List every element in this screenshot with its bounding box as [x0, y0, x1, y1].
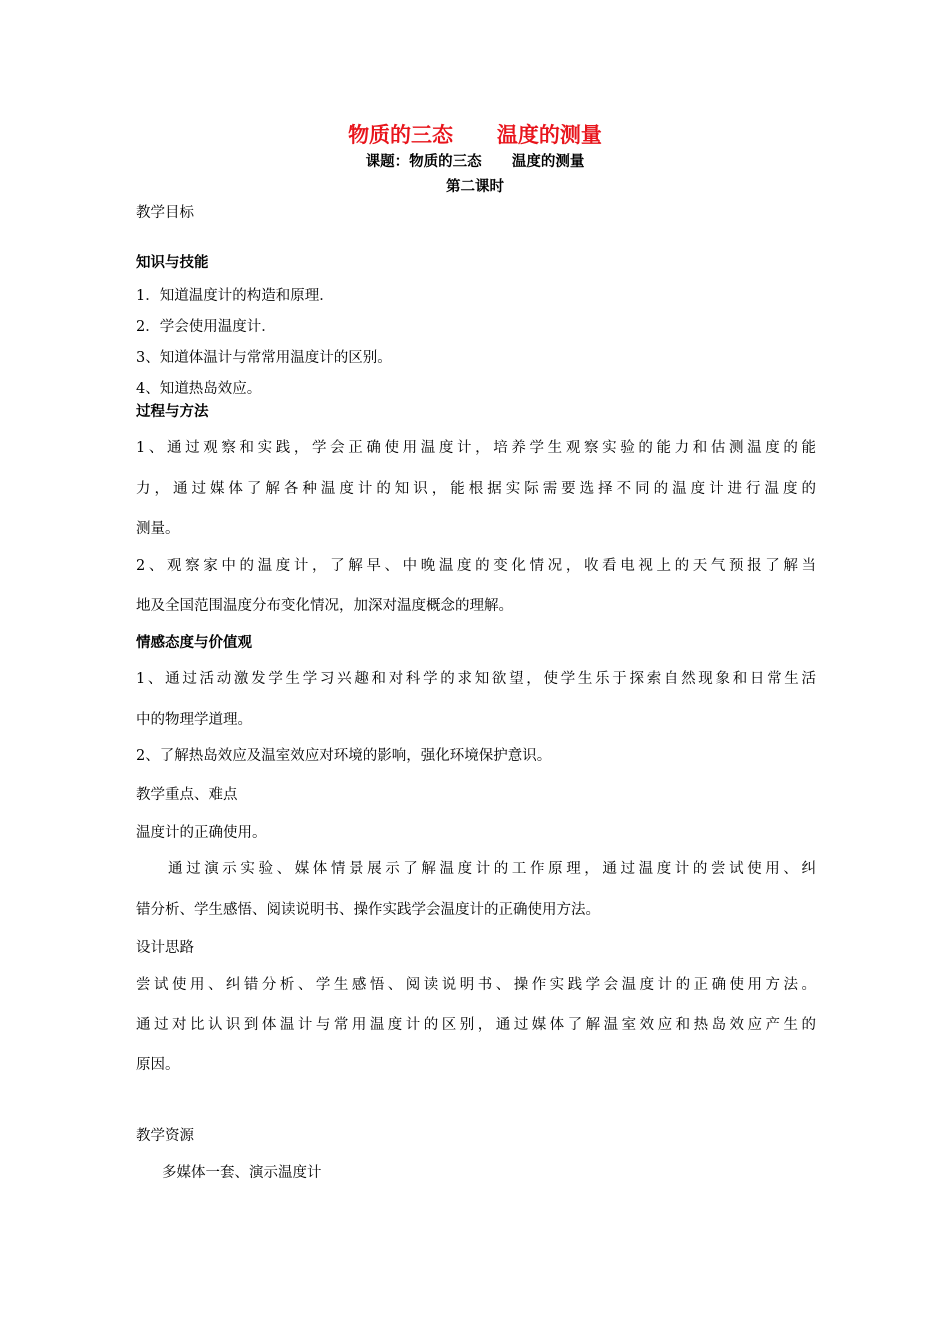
- process-paragraph-line: 测量。: [136, 521, 180, 537]
- process-paragraph-line: 2、观察家中的温度计，了解早、中晚温度的变化情况，收看电视上的天气预报了解当: [136, 558, 816, 574]
- knowledge-item: 2．学会使用温度计．: [136, 319, 276, 335]
- keypoints-method-line: 通过演示实验、媒体情景展示了解温度计的工作原理，通过温度计的尝试使用、纠: [168, 861, 816, 877]
- design-paragraph-line: 通过对比认识到体温计与常用温度计的区别，通过媒体了解温室效应和热岛效应产生的: [136, 1017, 816, 1033]
- resources-item: 多媒体一套、演示温度计: [162, 1165, 322, 1181]
- design-paragraph-line: 尝试使用、纠错分析、学生感悟、阅读说明书、操作实践学会温度计的正确使用方法。: [136, 977, 816, 993]
- knowledge-item: 1．知道温度计的构造和原理．: [136, 288, 334, 304]
- knowledge-item: 4、知道热岛效应。: [136, 381, 262, 397]
- process-paragraph-line: 1、通过观察和实践，学会正确使用温度计，培养学生观察实验的能力和估测温度的能: [136, 440, 816, 456]
- attitude-heading: 情感态度与价值观: [136, 635, 252, 651]
- resources-heading: 教学资源: [136, 1128, 194, 1144]
- knowledge-item: 3、知道体温计与常常用温度计的区别。: [136, 350, 392, 366]
- process-paragraph-line: 力，通过媒体了解各种温度计的知识，能根据实际需要选择不同的温度计进行温度的: [136, 481, 816, 497]
- design-heading: 设计思路: [136, 940, 194, 956]
- keypoints-focus: 温度计的正确使用。: [136, 825, 267, 841]
- keypoints-method-line: 错分析、学生感悟、阅读说明书、操作实践学会温度计的正确使用方法。: [136, 902, 600, 918]
- knowledge-heading: 知识与技能: [136, 255, 209, 271]
- attitude-paragraph-line: 2、了解热岛效应及温室效应对环境的影响，强化环境保护意识。: [136, 748, 552, 764]
- keypoints-heading: 教学重点、难点: [136, 787, 238, 803]
- attitude-paragraph-line: 中的物理学道理。: [136, 712, 252, 728]
- process-paragraph-line: 地及全国范围温度分布变化情况，加深对温度概念的理解。: [136, 598, 513, 614]
- objectives-heading: 教学目标: [136, 205, 194, 221]
- lesson-period: 第二课时: [446, 179, 504, 195]
- design-paragraph-line: 原因。: [136, 1057, 180, 1073]
- document-title: 物质的三态 温度的测量: [348, 123, 602, 147]
- attitude-paragraph-line: 1、通过活动激发学生学习兴趣和对科学的求知欲望，使学生乐于探索自然现象和日常生活: [136, 671, 816, 687]
- lesson-subject: 课题：物质的三态 温度的测量: [365, 154, 585, 170]
- process-heading: 过程与方法: [136, 404, 209, 420]
